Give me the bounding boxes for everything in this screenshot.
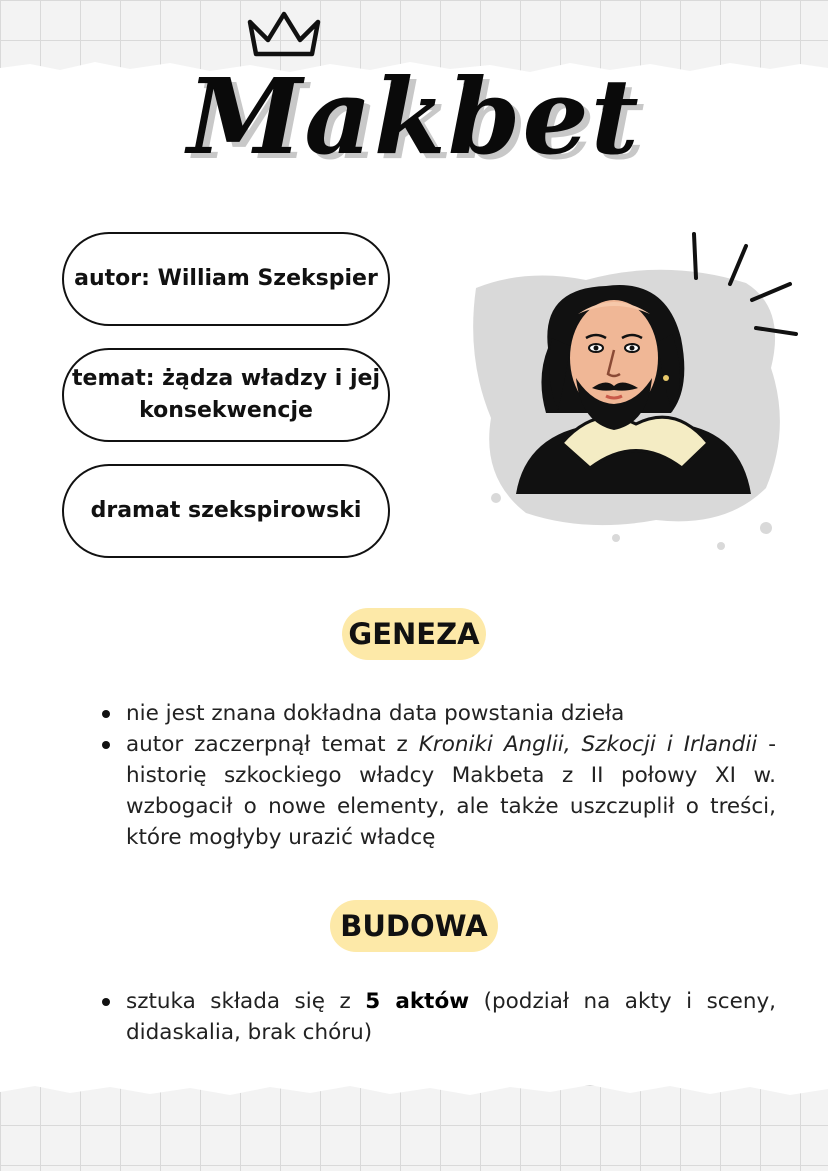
geneza-item-2-text: autor zaczerpnął temat z (126, 732, 419, 757)
shakespeare-portrait (466, 228, 806, 558)
geneza-item-1: nie jest znana dokładna data powstania dzieła (126, 701, 625, 726)
budowa-item-1-text: sztuka składa się z (126, 989, 366, 1014)
list-item (126, 986, 776, 1048)
budowa-item-1-bold: 5 aktów (365, 989, 470, 1014)
section-heading-budowa: BUDOWA (330, 900, 498, 952)
theme-pill: temat: żądza władzy i jej konsekwencje (62, 348, 390, 442)
list-item (126, 729, 776, 853)
section-heading-geneza: GENEZA (342, 608, 486, 660)
genre-pill: dramat szekspirowski (62, 464, 390, 558)
author-pill: autor: William Szekspier (62, 232, 390, 326)
geneza-item-2-rest: - historię szkockiego władcy Makbeta z II połowy XI w. wzbogacił o nowe elementy, ale także uszczuplił o treści, które mogłyby urazić władcę (126, 732, 776, 850)
torn-edge-bottom (0, 1075, 828, 1105)
page-title: Makbet (187, 55, 641, 178)
geneza-list (96, 698, 776, 853)
list-item (126, 698, 776, 729)
geneza-item-2-source: Kroniki Anglii, Szkocji i Irlandii (418, 732, 758, 757)
budowa-list (96, 986, 776, 1048)
budowa-item-1-rest: (podział na akty i sceny, didaskalia, brak chóru) (126, 989, 777, 1045)
